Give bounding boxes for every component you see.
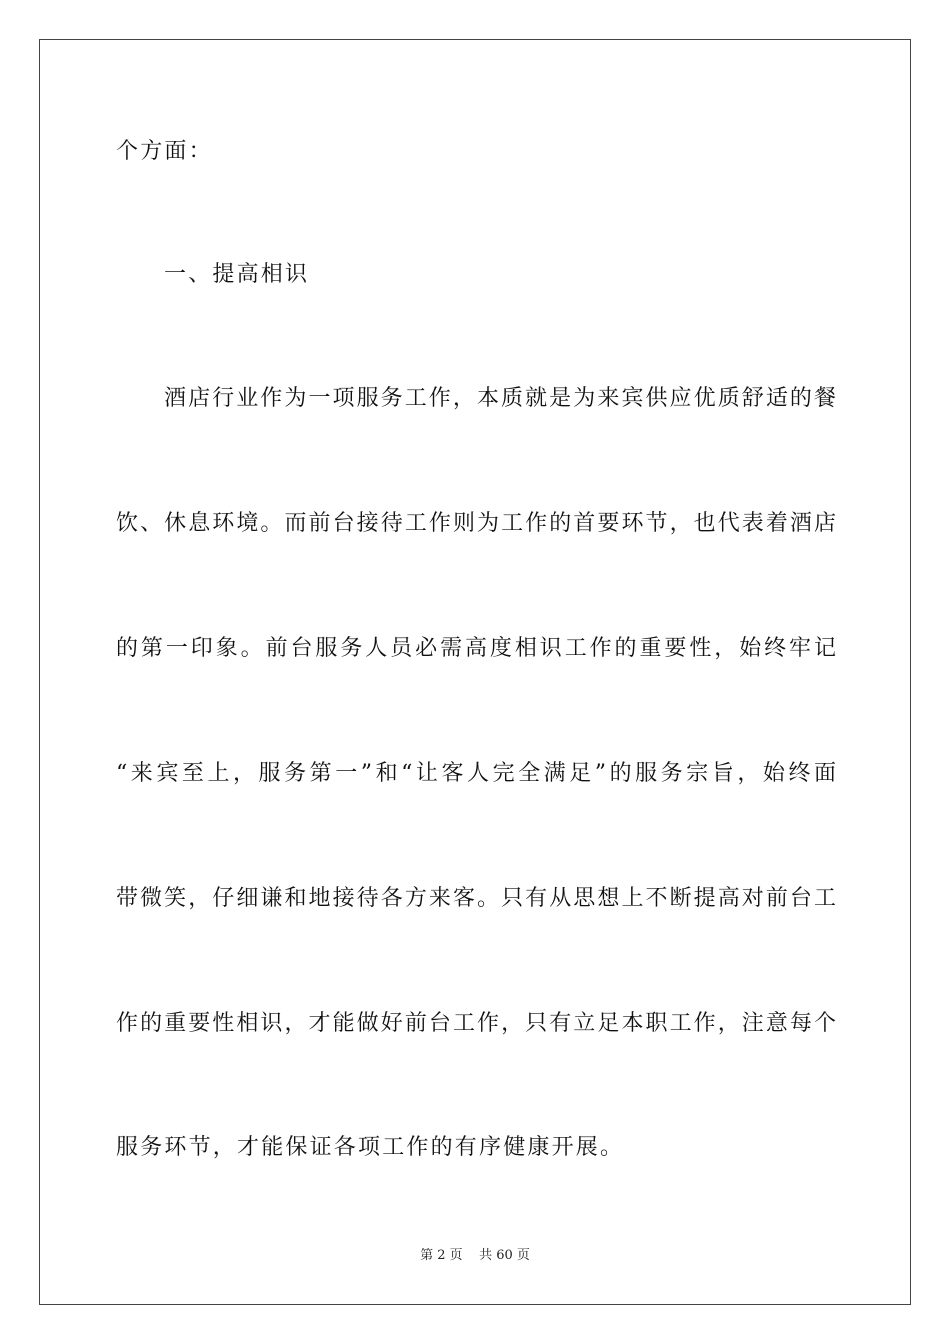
page-number-footer: 第 2 页 共 60 页 (420, 1248, 530, 1263)
text-line-6: “来宾至上，服务第一”和“让客人完全满足”的服务宗旨，始终面 (116, 761, 836, 786)
text-line-1: 个方面： (116, 139, 213, 164)
text-line-9: 服务环节，才能保证各项工作的有序健康开展。 (116, 1135, 625, 1160)
text-line-3: 酒店行业作为一项服务工作，本质就是为来宾供应优质舒适的餐 (164, 386, 836, 411)
text-line-5: 的第一印象。前台服务人员必需高度相识工作的重要性，始终牢记 (116, 636, 836, 661)
text-line-4: 饮、休息环境。而前台接待工作则为工作的首要环节，也代表着酒店 (116, 511, 836, 536)
text-line-7: 带微笑，仔细谦和地接待各方来客。只有从思想上不断提高对前台工 (116, 886, 836, 911)
section-heading: 一、提高相识 (164, 262, 310, 287)
text-line-8: 作的重要性相识，才能做好前台工作，只有立足本职工作，注意每个 (116, 1011, 836, 1036)
page-border (39, 39, 911, 1305)
